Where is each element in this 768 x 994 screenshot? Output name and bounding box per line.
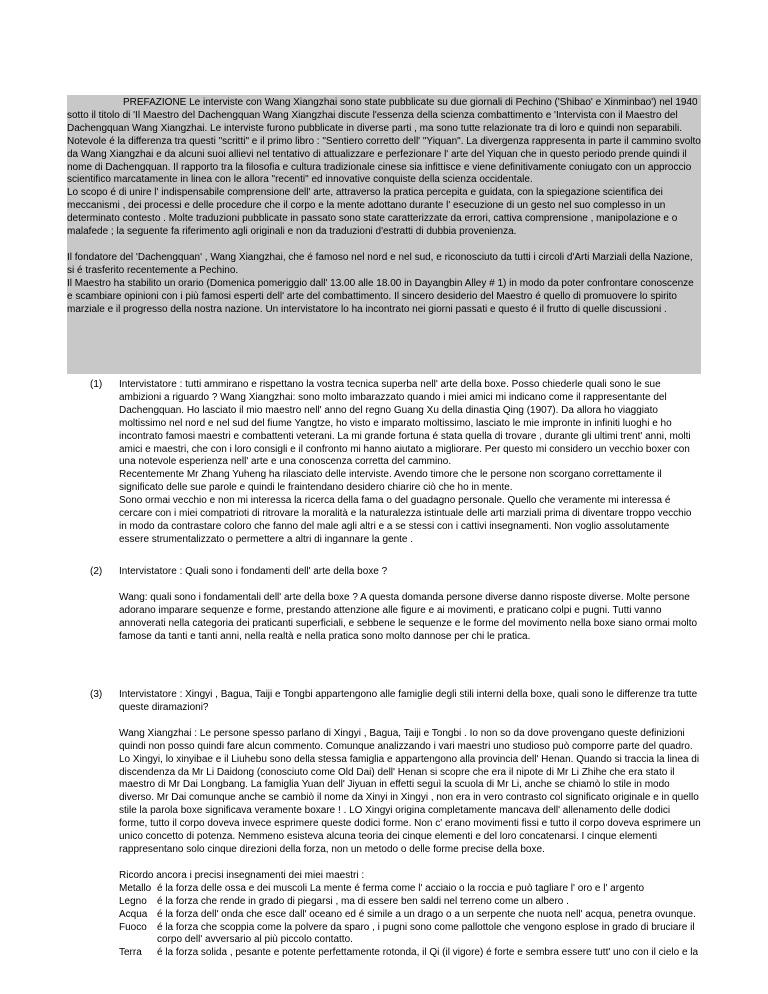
question-number: (3) bbox=[90, 689, 103, 700]
preface-paragraph-5: Il Maestro ha stabilito un orario (Domenica pomeriggio dall' 13.00 alle 18.00 in Dayangbin Alley # 1) in modo da poter confrontare conoscenze e scambiare opinioni con i più famosi esperti dell' arte del combattimento. Il sincero desiderio del Maestro é quello di promuovere lo spirito marziale e il progresso della nostra nazione. Un intervistatore lo ha incontrato nei giorni passati e questo é il frutto di quelle discussioni . bbox=[67, 277, 694, 315]
preface-paragraph-1: PREFAZIONE Le interviste con Wang Xiangzhai sono state pubblicate su due giornali di Pechino ('Shibao' e Xinminbao') nel 1940 sotto il titolo di 'Il Maestro del Dachengquan Wang Xiangzhai discute l'essenza della scienza combattimento e 'Intervista con il Maestro del Dachengquan Wang Xiangzhai. Le interviste furono pubblicate in diverse parti , ma sono tutte relazionate tra di loro e quindi non separabili. bbox=[67, 97, 698, 134]
element-description: é la forza dell' onda che esce dall' oceano ed é simile a un drago o a un serpente che nuota nell' acqua, penetra ovunque. bbox=[157, 908, 696, 920]
question-number: (2) bbox=[90, 566, 103, 577]
element-name: Metallo bbox=[119, 882, 152, 894]
element-description: é la forza delle ossa e dei muscoli La mente é ferma come l' acciaio o la roccia e può tagliare l' oro e l' argento bbox=[157, 882, 645, 894]
preface-block bbox=[67, 95, 701, 374]
element-description: é la forza che scoppia come la polvere da sparo , i pugni sono come pallottole che vengono esplose in grado di bruciare il corpo dell' avversario al più piccolo contatto. bbox=[157, 921, 695, 946]
question-number: (1) bbox=[90, 379, 103, 390]
question-1-paragraph-3: Sono ormai vecchio e non mi interessa la ricerca della fama o del guadagno personale. Quello che veramente mi interessa é cercare con i miei compatrioti di ritrovare la moralità e la naturalezza istintuale delle arti marziali prima di diventare troppo vecchio in modo da contrastare coloro che fanno del male agli altri e a se stessi con i cattivi insegnamenti. Non voglio assolutamente essere strumentalizzato o permettere a altri di ingannare la gente . bbox=[119, 495, 692, 545]
element-name: Fuoco bbox=[119, 921, 147, 933]
question-3-paragraph-2: Wang Xiangzhai : Le persone spesso parlano di Xingyi , Bagua, Taiji e Tongbi . Io non so da dove provengano queste definizioni quindi non posso quindi fare alcun commento. Comunque analizzando i vari maestri uno studioso può comporre parte del quadro. bbox=[119, 727, 693, 752]
element-row-legno bbox=[119, 896, 701, 909]
element-name: Legno bbox=[119, 895, 147, 907]
question-3-paragraph-3: Lo Xingyi, lo xinyibae e il Liuhebu sono della stessa famiglia e appartengono alla provincia dell' Henan. Quando si traccia la linea di discendenza da Mr Li Daidong (conosciuto come Old Dai) dell' Henan si scopre che era il nipote di Mr Li Zhihe che era stato il maestro di Mr Dai Longbang. La famiglia Yuan dell' Jiyuan in effetti seguì la scuola di Mr Li, anche se chiamò lo stile in modo diverso. Mr Dai comunque anche se cambiò il nome da Xinyi in Xingyi , non era in vero contrasto col significato originale e in quello stile la parola boxe significava veramente boxare ! . LO Xingyi origina completamente mancava dell' allenamento delle dodici forme, tutto il corpo doveva invece esprimere queste dodici forme. Non c' erano movimenti fissi e tutto il corpo doveva esprimere un unico concetto di potenza. Nemmeno esisteva alcuna teoria dei cinque elementi e del loro concatenarsi. I cinque elementi rappresentano solo cinque direzioni della forza, non un metodo o delle forme precise della boxe. bbox=[119, 753, 701, 855]
question-2-paragraph-2: Wang: quali sono i fondamentali dell' arte della boxe ? A questa domanda persone diverse danno risposte diverse. Molte persone adorano imparare sequenze e forme, prestando attenzione alle figure e ai movimenti, e praticano colpi e pugni. Tutti vanno annoverati nella categoria dei praticanti superficiali, e sebbene le sequenze e le forme del movimento nella boxe siano ormai molto famose da tanti e tanti anni, nella realtà e nella pratica sono molto dannose per chi le pratica. bbox=[119, 591, 698, 642]
element-description: é la forza che rende in grado di piegarsi , ma di essere ben saldi nel terreno come un albero . bbox=[157, 895, 569, 907]
element-name: Acqua bbox=[119, 908, 148, 920]
preface-paragraph-3: Lo scopo é di unire l' indispensabile comprensione dell' arte, attraverso la pratica percepita e guidata, con la spiegazione scientifica dei meccanismi , dei processi e delle procedure che il corpo e la mente adottano durante l' esecuzione di un gesto nel suo complesso in un determinato contesto . Molte traduzioni pubblicate in passato sono state caratterizzate da errori, cattiva comprensione , manipolazione e o malafede ; la seguente fa riferimento agli originali e non da traduzioni d'estratti di dubbia provenienza. bbox=[67, 187, 678, 238]
question-1-paragraph-1: Intervistatore : tutti ammirano e rispettano la vostra tecnica superba nell' arte della boxe. Posso chiederle quali sono le sue ambizioni a riguardo ? Wang Xiangzhai: sono molto imbarazzato quando i miei amici mi indicano come il rappresentante del Dachengquan. Ho lasciato il mio maestro nell' anno del regno Guang Xu della dinastia Qing (1907). Da allora ho viaggiato moltissimo nel nord e nel sud del fiume Yangtze, ho visto e imparato moltissimo, lasciato le mie impronte in infiniti luoghi e ho incontrato famosi maestri e combattenti veterani. La mi grande fortuna é stata quella di trovare , durante gli ultimi trent' anni, molti amici e maestri, che con i loro consigli e il confronto mi hanno aiutato a migliorare. Per questo mi considero un vecchio boxer con una notevole esperienza nell' arte e una conoscenza corretta del cammino. bbox=[119, 379, 691, 468]
question-1-paragraph-2: Recentemente Mr Zhang Yuheng ha rilasciato delle interviste. Avendo timore che le persone non scorgano correttamente il significato delle sue parole e quindi le fraintendano desidero chiarire ciò che ho in mente. bbox=[119, 469, 662, 494]
element-row-fuoco bbox=[119, 922, 701, 948]
element-row-terra bbox=[119, 947, 701, 960]
element-row-acqua bbox=[119, 909, 701, 922]
element-row-metallo bbox=[119, 883, 701, 896]
question-2-paragraph-1: Intervistatore : Quali sono i fondamenti dell' arte della boxe ? bbox=[119, 566, 388, 577]
preface-paragraph-4: Il fondatore del 'Dachengquan' , Wang Xiangzhai, che é famoso nel nord e nel sud, e riconosciuto da tutti i circoli d'Arti Marziali della Nazione, si é trasferito recentemente a Pechino. bbox=[67, 251, 693, 276]
element-description: é la forza solida , pesante e potente perfettamente rotonda, il Qi (il vigore) é forte e sembra essere tutt' uno con il cielo e la bbox=[157, 947, 699, 959]
question-3-paragraph-4: Ricordo ancora i precisi insegnamenti dei miei maestri : bbox=[119, 869, 365, 881]
preface-paragraph-2: Notevole é la differenza tra questi "scritti" e il primo libro : "Sentiero corretto dell' "Yiquan". La divergenza rappresenta in parte il cammino svolto da Wang Xiangzhai e da alcuni suoi allievi nel tentativo di attualizzare e perfezionare l' arte del Yiquan che in questo periodo prende quindi il nome di Dachengquan. Il rapporto tra la filosofia e cultura tradizionale cinese sia infittisce e viene definitivamente coniugato con un approccio scientifico marcatamente in linea con le allora "recenti" ed innovative conquiste della scienza occidentale. bbox=[67, 135, 701, 186]
element-name: Terra bbox=[119, 947, 142, 959]
question-3-paragraph-1: Intervistatore : Xingyi , Bagua, Taiji e Tongbi appartengono alle famiglie degli stili interni della boxe, quali sono le differenze tra tutte queste diramazioni? bbox=[119, 689, 698, 713]
